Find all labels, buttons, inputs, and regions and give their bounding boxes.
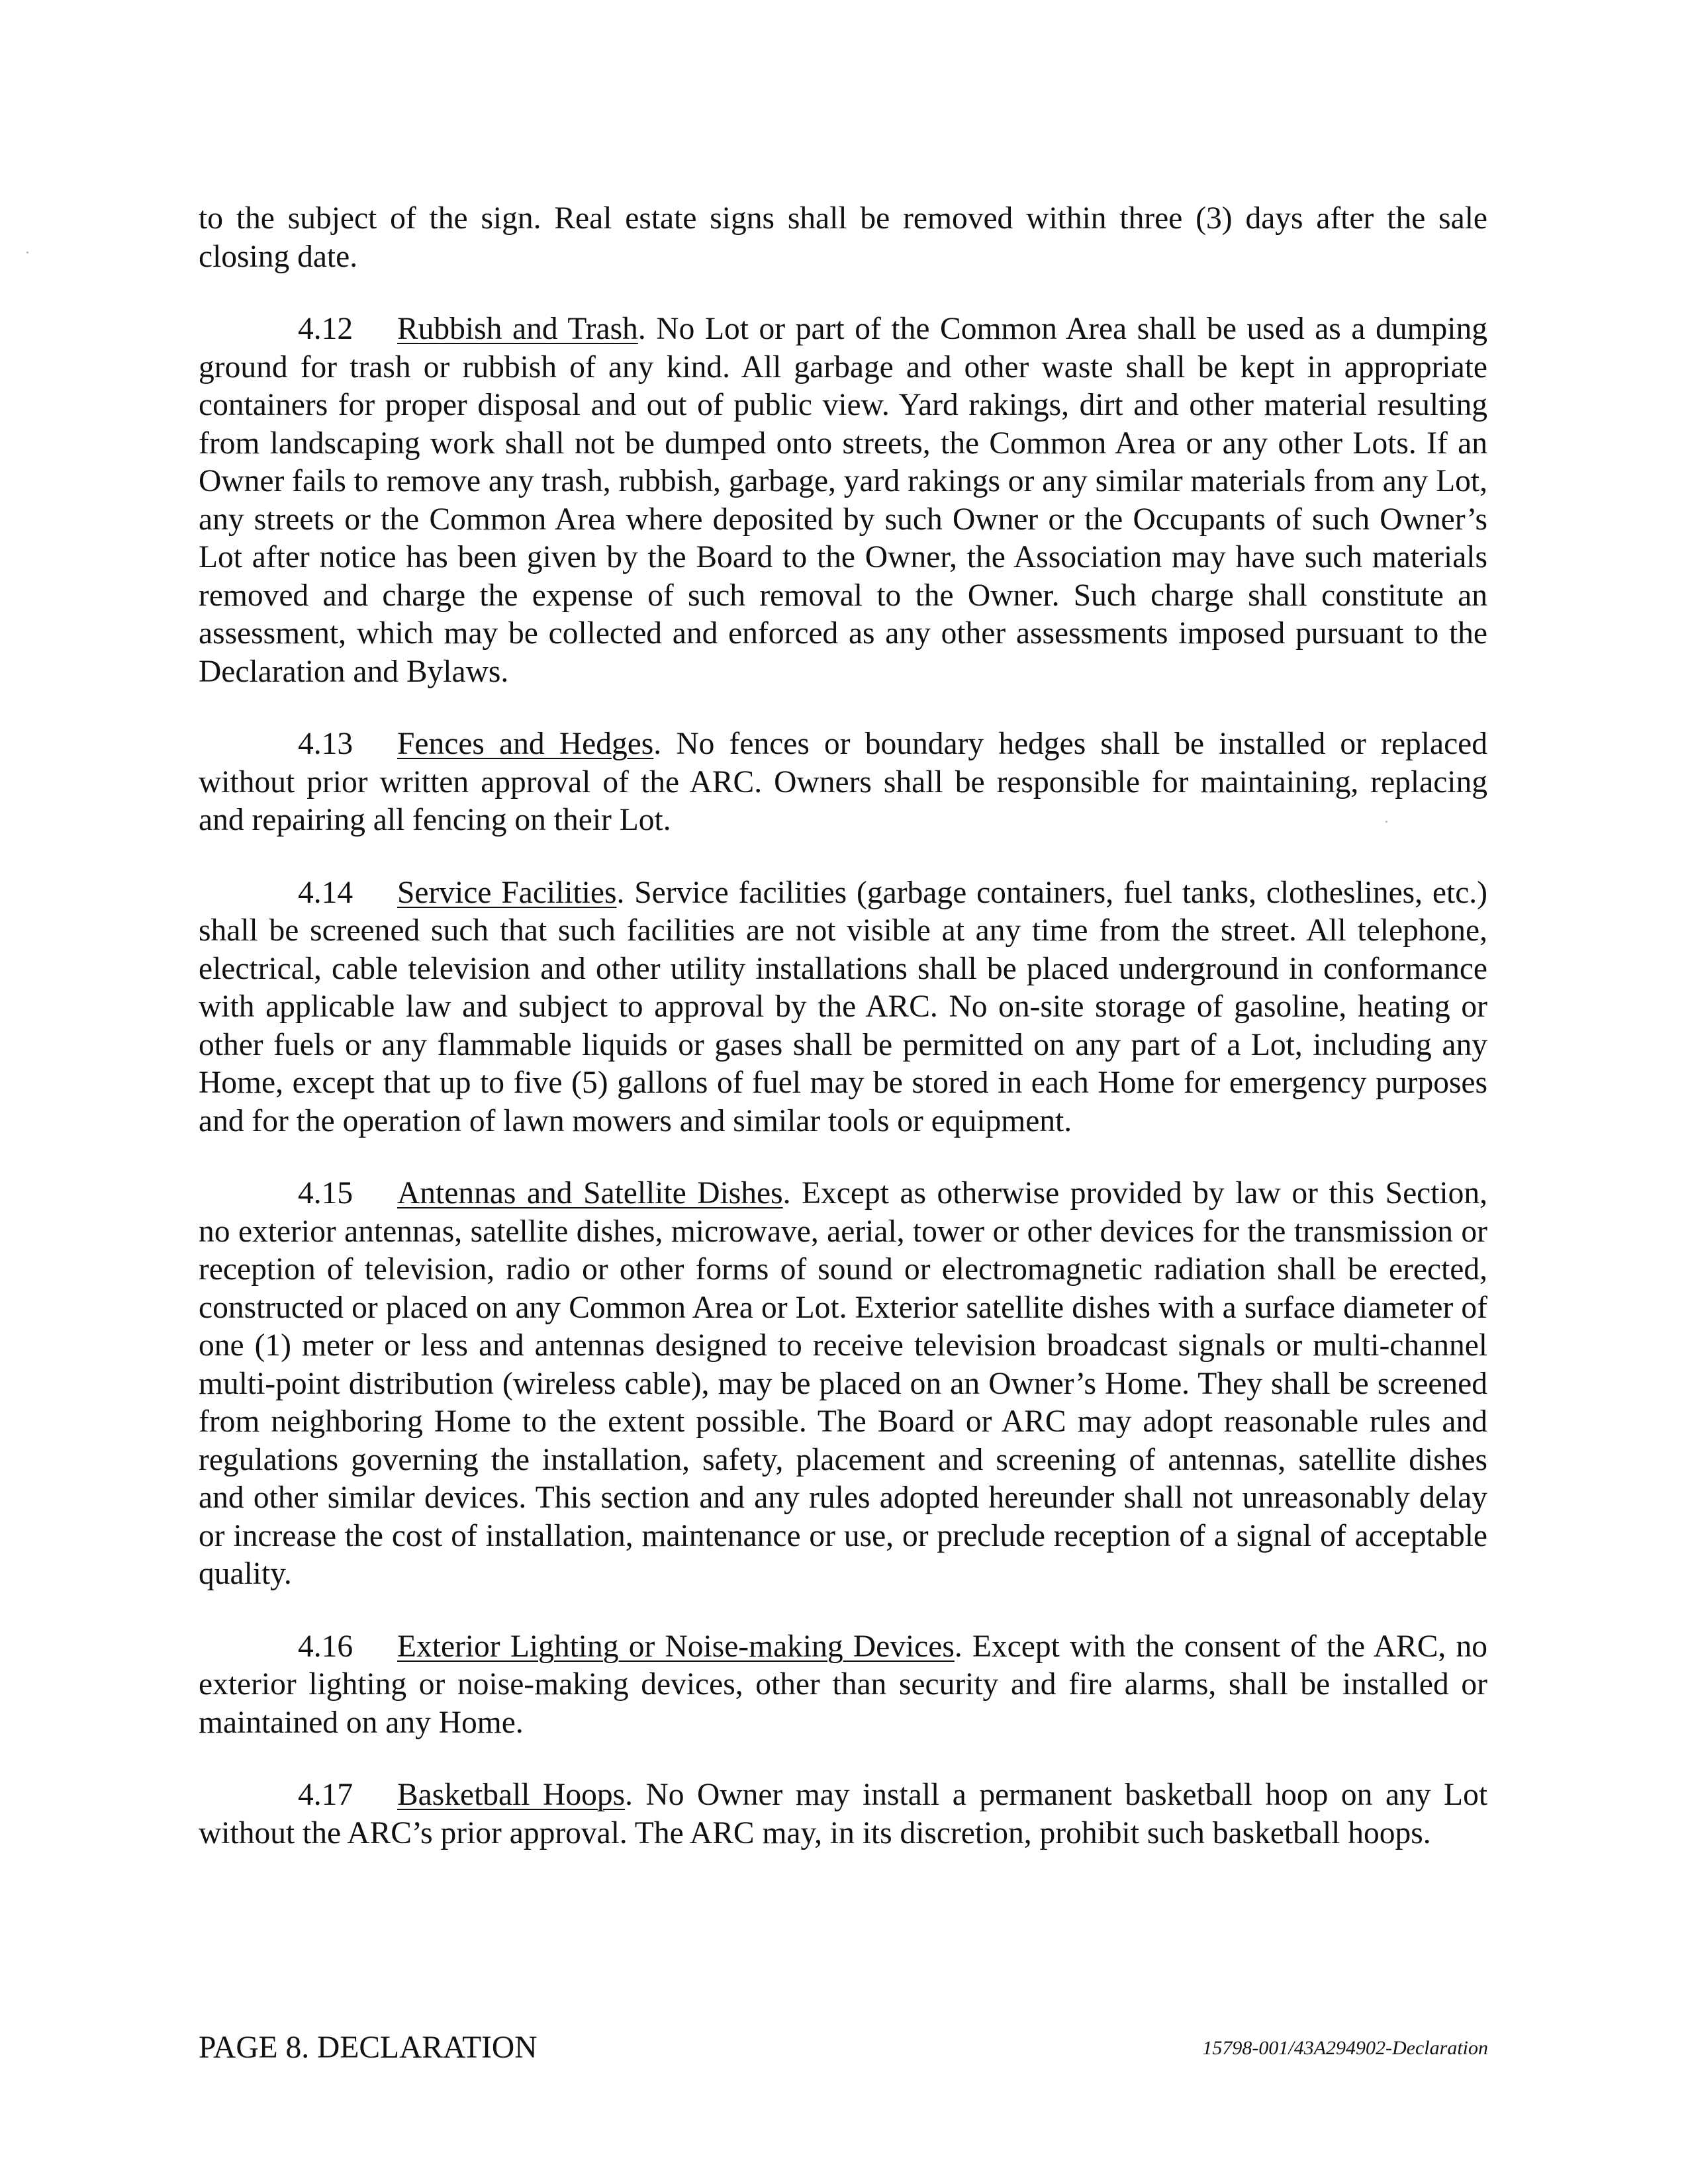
page-footer-label: PAGE 8. DECLARATION <box>199 2030 538 2065</box>
section-body: . No Owner may install a permanent basketball hoop on any Lot without the ARC’s prior approval. The ARC may, in its discretion, prohibit such basketball hoops. <box>199 1778 1488 1850</box>
document-id-footer: 15798-001/43A294902-Declaration <box>1202 2037 1488 2059</box>
section-number: 4.17 <box>298 1778 353 1812</box>
section-body: . Except with the consent of the ARC, no exterior lighting or noise-making devices, other than security and fire alarms, shall be installed or maintained on any Home. <box>199 1629 1487 1740</box>
section-4-14 <box>199 874 1487 1141</box>
section-heading: Antennas and Satellite Dishes <box>397 1176 783 1210</box>
section-heading: Basketball Hoops <box>397 1778 626 1812</box>
section-body: . Service facilities (garbage containers, fuel tanks, clotheslines, etc.) shall be screened such that such facilities are not visible at any time from the street. All telephone, electrical, cable television and other utility installations shall be placed underground in conformance with applicable law and subject to approval by the ARC. No on-site storage of gasoline, heating or other fuels or any flammable liquids or gases shall be permitted on any part of a Lot, including any Home, except that up to five (5) gallons of fuel may be stored in each Home for emergency purposes and for the operation of lawn mowers and similar tools or equipment. <box>199 875 1487 1138</box>
section-4-12 <box>199 310 1487 691</box>
section-4-17 <box>199 1776 1487 1852</box>
section-heading: Service Facilities <box>397 875 617 910</box>
section-number: 4.14 <box>298 875 353 910</box>
section-4-13 <box>199 725 1487 840</box>
section-body: . Except as otherwise provided by law or this Section, no exterior antennas, satellite dishes, microwave, aerial, tower or other devices for the transmission or reception of television, radio or other forms of sound or electromagnetic radiation shall be erected, constructed or placed on any Common Area or Lot. Exterior satellite dishes with a surface diameter of one (1) meter or less and antennas designed to receive television broadcast signals or multi-channel multi-point distribution (wireless cable), may be placed on an Owner’s Home. They shall be screened from neighboring Home to the extent possible. The Board or ARC may adopt reasonable rules and regulations governing the installation, safety, placement and screening of antennas, satellite dishes and other similar devices. This section and any rules adopted hereunder shall not unreasonably delay or increase the cost of installation, maintenance or use, or preclude reception of a signal of acceptable quality. <box>199 1176 1488 1591</box>
section-body: . No Lot or part of the Common Area shall be used as a dumping ground for trash or rubbish of any kind. All garbage and other waste shall be kept in appropriate containers for proper disposal and out of public view. Yard rakings, dirt and other material resulting from landscaping work shall not be dumped onto streets, the Common Area or any other Lots. If an Owner fails to remove any trash, rubbish, garbage, yard rakings or any similar materials from any Lot, any streets or the Common Area where deposited by such Owner or the Occupants of such Owner’s Lot after notice has been given by the Board to the Owner, the Association may have such materials removed and charge the expense of such removal to the Owner. Such charge shall constitute an assessment, which may be collected and enforced as any other assessments imposed pursuant to the Declaration and Bylaws. <box>199 312 1487 689</box>
section-number: 4.13 <box>298 727 353 761</box>
section-number: 4.15 <box>298 1176 353 1210</box>
scan-speck <box>26 251 28 253</box>
section-4-15 <box>199 1175 1487 1594</box>
section-4-16 <box>199 1628 1487 1743</box>
section-number: 4.12 <box>298 312 353 346</box>
continuation-paragraph: to the subject of the sign. Real estate signs shall be removed within three (3) days after the sale closing date. <box>199 201 1487 274</box>
section-number: 4.16 <box>298 1629 353 1664</box>
section-heading: Exterior Lighting or Noise-making Devices <box>397 1629 955 1664</box>
section-body: . No fences or boundary hedges shall be installed or replaced without prior written approval of the ARC. Owners shall be responsible for maintaining, replacing and repairing all fencing on their Lot. <box>199 727 1487 837</box>
section-heading: Fences and Hedges <box>397 727 654 761</box>
document-body <box>199 200 1487 1887</box>
section-heading: Rubbish and Trash <box>397 312 638 346</box>
